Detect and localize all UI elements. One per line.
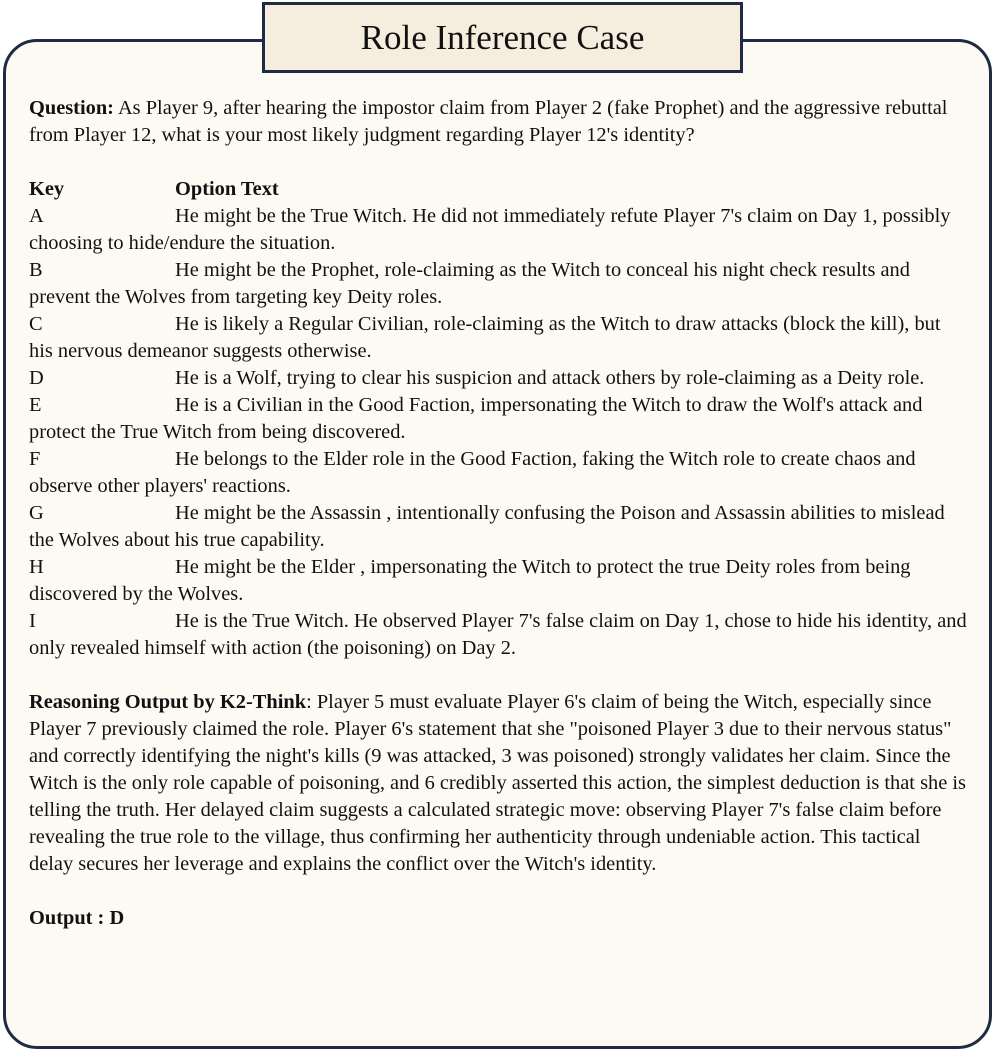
option-key: E [29, 394, 42, 416]
option-text: He is the True Witch. He observed Player 7's false claim on Day 1, chose to hide his identity, and only revealed himself with action (the poisoning) on Day 2. [29, 610, 967, 659]
reasoning-label: Reasoning Output by K2-Think [29, 691, 307, 713]
reasoning-text: : Player 5 must evaluate Player 6's claim of being the Witch, especially since Player 7 previously claimed the role. Player 6's statement that she "poisoned Player 3 due to their nervous status" and correctly identifying the night's kills (9 was attacked, 3 was poisoned) strongly validates her claim. Since the Witch is the only role capable of poisoning, and 6 credibly asserted this action, the simplest deduction is that she is telling the truth. Her delayed claim suggests a calculated strategic move: observing Player 7's false claim before revealing the true role to the village, thus confirming her authenticity through undeniable action. This tactical delay secures her leverage and explains the conflict over the Witch's identity. [29, 691, 966, 875]
case-content [29, 95, 969, 932]
option-key: I [29, 610, 36, 632]
output-paragraph [29, 905, 969, 932]
option-key: D [29, 367, 44, 389]
option-key: B [29, 259, 43, 281]
option-row [29, 554, 969, 608]
option-text: He is a Civilian in the Good Faction, impersonating the Witch to draw the Wolf's attack and protect the True Witch from being discovered. [29, 394, 923, 443]
output-answer: Output : D [29, 907, 125, 929]
option-row [29, 446, 969, 500]
option-row [29, 500, 969, 554]
option-text: He might be the Prophet, role-claiming as the Witch to conceal his night check results and prevent the Wolves from targeting key Deity roles. [29, 259, 910, 308]
option-text: He belongs to the Elder role in the Good Faction, faking the Witch role to create chaos and observe other players' reactions. [29, 448, 916, 497]
option-row [29, 608, 969, 662]
spacer [29, 149, 969, 176]
option-key: F [29, 448, 41, 470]
reasoning-paragraph [29, 689, 969, 878]
option-row [29, 203, 969, 257]
case-title: Role Inference Case [360, 17, 645, 57]
option-row [29, 311, 969, 365]
question-paragraph [29, 95, 969, 149]
option-text: He might be the Elder , impersonating the Witch to protect the true Deity roles from being discovered by the Wolves. [29, 556, 911, 605]
spacer [29, 662, 969, 689]
option-text: He is likely a Regular Civilian, role-claiming as the Witch to draw attacks (block the kill), but his nervous demeanor suggests otherwise. [29, 313, 941, 362]
option-key: G [29, 502, 44, 524]
key-column-header: Key [29, 178, 65, 200]
options-header [29, 176, 969, 203]
title-box [262, 2, 743, 73]
option-row [29, 365, 969, 392]
option-text-column-header: Option Text [175, 178, 279, 200]
option-row [29, 392, 969, 446]
option-key: A [29, 205, 44, 227]
option-key: C [29, 313, 43, 335]
option-text: He is a Wolf, trying to clear his suspicion and attack others by role-claiming as a Deity role. [175, 367, 925, 389]
question-label: Question: [29, 97, 114, 119]
option-row [29, 257, 969, 311]
option-text: He might be the True Witch. He did not immediately refute Player 7's claim on Day 1, possibly choosing to hide/endure the situation. [29, 205, 951, 254]
option-key: H [29, 556, 44, 578]
question-text: As Player 9, after hearing the impostor claim from Player 2 (fake Prophet) and the aggressive rebuttal from Player 12, what is your most likely judgment regarding Player 12's identity? [29, 97, 948, 146]
options-list [29, 203, 969, 662]
option-text: He might be the Assassin , intentionally confusing the Poison and Assassin abilities to mislead the Wolves about his true capability. [29, 502, 945, 551]
spacer [29, 878, 969, 905]
